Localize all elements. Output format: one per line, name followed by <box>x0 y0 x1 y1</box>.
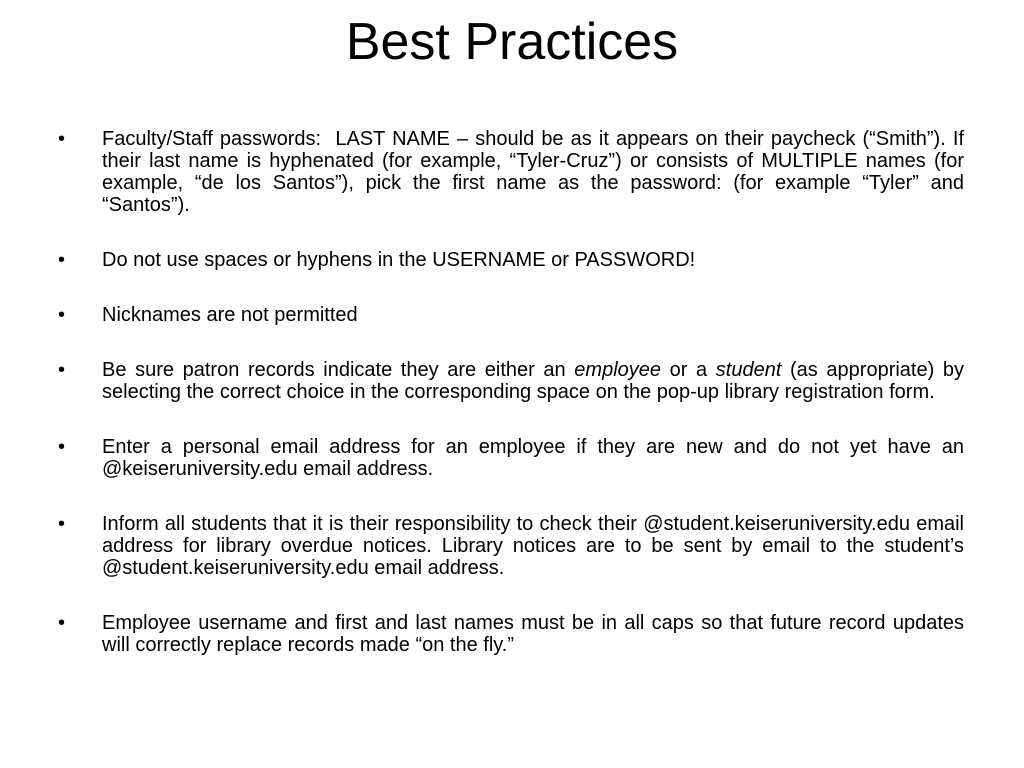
bullet-icon: • <box>58 513 66 535</box>
bullet-text <box>102 128 964 216</box>
bullet-emphasis-employee: employee <box>574 359 661 381</box>
bullet-item-faculty-passwords <box>56 128 964 216</box>
bullet-text <box>102 359 964 403</box>
slide-title: Best Practices <box>345 13 679 71</box>
bullet-text: Nicknames are not permitted <box>102 304 358 326</box>
bullet-icon: • <box>58 359 66 381</box>
bullet-list <box>56 128 964 656</box>
bullet-text: Do not use spaces or hyphens in the USERNAME or PASSWORD! <box>102 249 696 271</box>
bullet-icon: • <box>58 304 66 326</box>
bullet-icon: • <box>58 436 66 458</box>
bullet-item-employee-caps <box>56 612 964 656</box>
bullet-text: Inform all students that it is their responsibility to check their @student.keiseruniversity.edu email address for library overdue notices. Library notices are to be sent by email to the student’s @student.keiseruniversity.edu email address. <box>102 513 964 579</box>
bullet-icon: • <box>58 612 66 634</box>
bullet-emphasis-student: student <box>715 359 782 381</box>
bullet-text-lead: Faculty/Staff passwords: <box>102 128 322 150</box>
bullet-icon: • <box>58 249 66 271</box>
bullet-item-inform-students <box>56 513 964 579</box>
bullet-text: Employee username and first and last names must be in all caps so that future record updates will correctly replace records made “on the fly.” <box>102 612 964 656</box>
bullet-text-part: or a <box>661 359 716 381</box>
bullet-icon: • <box>58 128 66 150</box>
bullet-text-part: Be sure patron records indicate they are either an <box>102 359 575 381</box>
bullet-text: Enter a personal email address for an employee if they are new and do not yet have an @keiseruniversity.edu email address. <box>102 436 964 480</box>
bullet-text-body: LAST NAME – should be as it appears on their paycheck (“Smith”). If their last name is hyphenated (for example, “Tyler-Cruz”) or consists of MULTIPLE names (for example, “de los Santos”), pick the first name as the password: (for example “Tyler” and “Santos”). <box>102 128 965 216</box>
bullet-item-no-spaces <box>56 249 964 271</box>
bullet-item-patron-records <box>56 359 964 403</box>
bullet-text-part: (as appropriate) by selecting the correct choice in the corresponding space on the pop-up library registration form. <box>102 359 965 403</box>
bullet-item-personal-email <box>56 436 964 480</box>
bullet-item-nicknames <box>56 304 964 326</box>
